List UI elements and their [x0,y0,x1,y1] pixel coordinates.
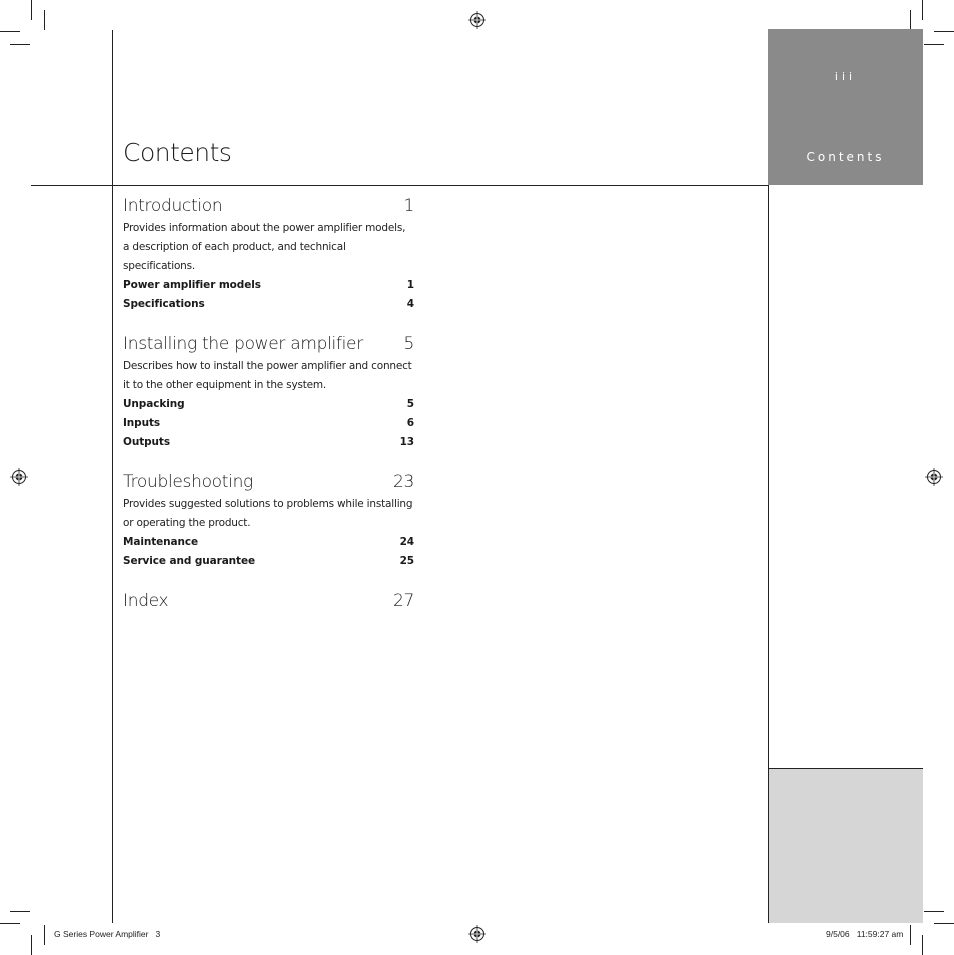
toc-entry-label: Inputs [123,417,161,429]
registration-mark-icon [10,468,28,486]
crop-mark [924,911,944,912]
toc-section-heading[interactable] [123,469,414,495]
crop-mark [31,935,32,955]
toc-entry-label: Power amplifier models [123,279,261,291]
toc-section-description: Provides information about the power amplifier models, a description of each product, and technical specifications. [123,222,406,272]
toc-entry-page: 6 [406,417,414,429]
toc-entry-label: Service and guarantee [123,555,256,567]
footer-tab-block [768,768,923,923]
print-slug-right: 9/5/06 11:59:27 am [826,929,904,939]
toc-section-title: Troubleshooting [123,472,253,492]
toc-entry-page: 5 [406,398,414,410]
crop-mark [924,44,944,45]
page-title: Contents [123,138,232,167]
toc-section-page: 1 [403,196,414,216]
toc-entry[interactable] [123,276,414,295]
toc-entry-label: Specifications [123,298,205,310]
toc-section-description: Provides suggested solutions to problems while installing or operating the product. [123,498,413,529]
title-rule [31,185,768,186]
registration-mark-icon [468,11,486,29]
crop-mark [910,10,911,30]
toc-entry[interactable] [123,414,414,433]
tab-section-label: Contents [806,150,885,164]
toc-entry-page: 13 [399,436,414,448]
crop-mark [934,31,954,32]
crop-mark [0,923,20,924]
print-slug-left: G Series Power Amplifier 3 [54,929,161,939]
registration-mark-icon [468,925,486,943]
toc-section-title: Introduction [123,196,223,216]
registration-mark-icon [925,468,943,486]
toc-entry[interactable] [123,433,414,452]
crop-mark [44,10,45,30]
crop-mark [31,0,32,20]
toc-section-troubleshooting [123,469,414,571]
toc-entry-label: Outputs [123,436,170,448]
toc-section-title: Installing the power amplifier [123,334,363,354]
toc-entry-label: Maintenance [123,536,199,548]
crop-mark [44,925,45,945]
crop-mark [922,0,923,20]
toc-section-description: Describes how to install the power amplifier and connect it to the other equipment in the system. [123,360,412,391]
toc-entry[interactable] [123,395,414,414]
toc-section-introduction [123,193,414,314]
toc-section-page: 27 [392,591,414,611]
toc-entry[interactable] [123,533,414,552]
right-margin-rule [768,185,769,923]
toc-section-installing [123,331,414,452]
toc-section-heading[interactable] [123,193,414,219]
crop-mark [910,925,911,945]
toc-entry-page: 25 [399,555,414,567]
toc-entry-page: 4 [406,298,414,310]
crop-mark [10,44,30,45]
toc-section-heading[interactable] [123,588,414,614]
crop-mark [934,923,954,924]
toc-entry-page: 1 [406,279,414,291]
toc-section-heading[interactable] [123,331,414,357]
tab-divider-rule [768,768,923,769]
toc-entry-page: 24 [399,536,414,548]
toc-section-index [123,588,414,614]
toc-entry[interactable] [123,295,414,314]
toc-section-title: Index [123,591,169,611]
tab-page-number: iii [834,70,857,83]
toc-entry[interactable] [123,552,414,571]
crop-mark [0,31,20,32]
table-of-contents [123,193,414,631]
toc-section-page: 23 [392,472,414,492]
toc-entry-label: Unpacking [123,398,185,410]
crop-mark [10,911,30,912]
crop-mark [922,935,923,955]
left-margin-rule [112,30,113,923]
toc-section-page: 5 [403,334,414,354]
